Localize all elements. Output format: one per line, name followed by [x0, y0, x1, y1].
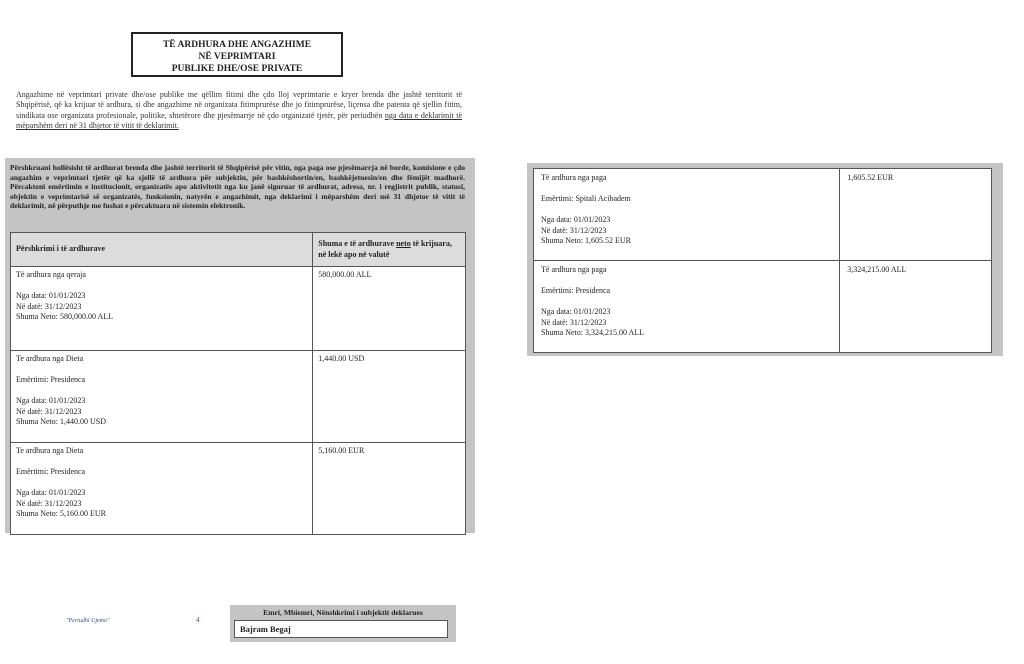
header-amount-neto: neto [396, 239, 411, 248]
income-to-date: Në datë: 31/12/2023 [16, 406, 82, 416]
income-title: Te ardhura nga Dieta [16, 354, 84, 363]
income-title: Të ardhura nga paga [541, 265, 607, 274]
income-from-date: Nga data: 01/01/2023 [16, 488, 86, 497]
income-institution-name: Emërtimi: Spitali Acibadem [541, 194, 631, 203]
income-amount-cell: 1,440.00 USD [313, 351, 466, 443]
title-line-3: PUBLIKE DHE/OSE PRIVATE [171, 64, 303, 74]
intro-paragraph [16, 90, 462, 132]
income-net-amount: Shuma Neto: 3,324,215.00 ALL [541, 328, 645, 337]
table-row [534, 261, 992, 353]
income-table-header [11, 233, 466, 267]
income-net-amount: Shuma Neto: 580,000.00 ALL [16, 312, 114, 321]
income-amount-cell: 580,000.00 ALL [313, 267, 466, 351]
income-to-date: Në datë: 31/12/2023 [16, 301, 82, 311]
income-amount-cell: 5,160.00 EUR [313, 443, 466, 535]
income-from-date: Nga data: 01/01/2023 [16, 396, 86, 405]
income-description-cell [534, 169, 840, 261]
title-line-2: NË VEPRIMTARI [198, 52, 276, 62]
document-title-box [131, 32, 343, 77]
income-amount-cell: 1,605.52 EUR [840, 169, 992, 261]
income-amount-cell: 3,324,215.00 ALL [840, 261, 992, 353]
income-table-right [533, 168, 992, 353]
header-description: Përshkrimi i të ardhurave [11, 233, 313, 267]
instructions-paragraph [10, 163, 465, 211]
income-from-date: Nga data: 01/01/2023 [541, 307, 611, 316]
income-description-cell [11, 443, 313, 535]
income-description-cell [534, 261, 840, 353]
income-net-amount: Shuma Neto: 1,440.00 USD [16, 417, 106, 426]
intro-text: Angazhime në veprimtari private dhe/ose publike me qëllim fitimi dhe çdo lloj veprimtarie e kryer brenda dhe jashtë territorit të Shqipërisë, që ka krijuar të ardhura, si dhe angazhime në organizata fitimprurëse dhe jo fitimprurëse, liçensa dhe patenta që sjellin fitim, sindikata ose organizata profesionale, politike, shtetërore dhe pjesëmarrje në çdo organizatë tjetër, për periudhën [16, 90, 462, 120]
income-table-left [10, 232, 466, 535]
footer-period-label: "Periudhi Ujemo" [66, 618, 110, 624]
income-institution-name: Emërtimi: Presidenca [16, 467, 86, 476]
page-number: 4 [196, 616, 200, 624]
signature-label: Emri, Mbiemri, Nënshkrimi i subjektit deklarues [263, 608, 423, 617]
income-description-cell [11, 267, 313, 351]
signature-name-field: Bajram Begaj [234, 620, 448, 638]
table-row [11, 267, 466, 351]
table-row [534, 169, 992, 261]
income-title: Të ardhura nga qeraja [16, 270, 86, 279]
income-net-amount: Shuma Neto: 5,160.00 EUR [16, 509, 106, 518]
title-line-1: TË ARDHURA DHE ANGAZHIME [162, 40, 312, 50]
income-title: Të ardhura nga paga [541, 173, 607, 182]
income-net-amount: Shuma Neto: 1,605.52 EUR [541, 236, 631, 245]
income-from-date: Nga data: 01/01/2023 [16, 291, 86, 300]
table-row [11, 443, 466, 535]
intro-period-underlined: nga data e deklarimit të mëparshëm deri në 31 dhjetor të vitit të deklarimit. [16, 110, 463, 131]
income-description-cell [11, 351, 313, 443]
header-amount-part-a: Shuma e të ardhurave [318, 239, 397, 248]
header-amount-part-b: të krijuara, në lekë apo në valutë [318, 239, 452, 259]
header-net-amount [313, 233, 466, 267]
income-title: Te ardhura nga Dieta [16, 446, 84, 455]
income-institution-name: Emërtimi: Presidenca [541, 286, 611, 295]
income-from-date: Nga data: 01/01/2023 [541, 215, 611, 224]
income-to-date: Në datë: 31/12/2023 [541, 317, 607, 327]
instructions-text: Përshkruani hollësisht të ardhurat brenda dhe jashtë territorit të Shqipërisë për vitin, nga paga ose pjesëmarrja në borde, komisione e çdo angazhim e veprimtari tjetër që ka sjellë të ardhura për subjektin, për bashkëshortin/en, bashkëjetuesin/en dhe fëmijët madhorë. Përcaktoni emërtimin e institucionit, organizatës apo aktivitetit nga ku janë siguruar të ardhurat, adresa, nr. i regjistrit publik, statusi, objektin e veprimtarisë së organizatës, funksionin, natyrën e angazhimit, nga deklarimi i mëparshëm deri më 31 dhjetor të vitit të deklarimit, në përputhje me fushat e përcaktuara në sistemin elektronik. [10, 163, 465, 211]
income-to-date: Në datë: 31/12/2023 [16, 498, 82, 508]
income-institution-name: Emërtimi: Presidenca [16, 375, 86, 384]
income-to-date: Në datë: 31/12/2023 [541, 225, 607, 235]
table-row [11, 351, 466, 443]
